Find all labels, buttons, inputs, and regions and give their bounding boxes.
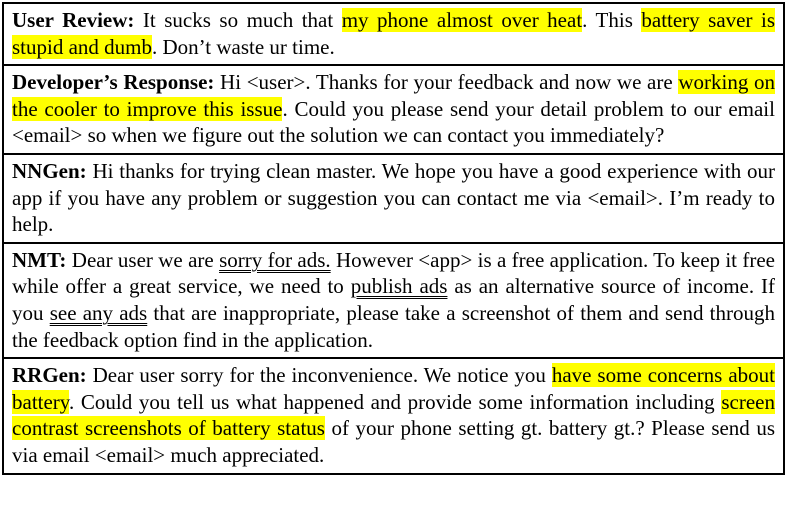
highlighted-phrase: working on the cooler to improve this issue: [12, 70, 775, 121]
text-segment: . Don’t waste ur time.: [152, 34, 335, 59]
underlined-phrase: publish ads: [350, 274, 448, 299]
text-segment: . Could you tell us what happened and provide some information including: [68, 389, 722, 414]
row-label: User Review:: [12, 8, 135, 32]
rrgen-row: [4, 357, 783, 472]
highlighted-phrase: my phone almost over heat: [341, 8, 583, 32]
nmt-row: [4, 242, 783, 357]
row-label: NMT:: [12, 247, 67, 272]
text-segment: Dear user sorry for the inconvenience. We notice you: [86, 363, 552, 388]
text-segment: that are inappropriate, please take a screenshot of them and send through the feedback option find in the application.: [12, 300, 775, 352]
highlighted-phrase: battery saver is stupid and dumb: [12, 8, 775, 59]
text-segment: It sucks so much that: [134, 8, 342, 32]
developer-response-row: [4, 64, 783, 153]
nngen-row: [4, 153, 783, 242]
text-segment: as an alternative source of income. If you: [12, 274, 775, 325]
highlighted-phrase: have some concerns about battery: [12, 363, 775, 414]
text-segment: Hi thanks for trying clean master. We hope you have a good experience with our app if you have any problem or suggestion you can contact me via <email>. I’m ready to help.: [12, 158, 775, 237]
row-label: Developer’s Response:: [12, 70, 215, 95]
user-review-row: [4, 4, 783, 64]
text-segment: However <app> is a free application. To keep it free while offer a great service, we need to: [12, 247, 775, 299]
text-segment: . This: [582, 8, 642, 32]
text-segment: Hi <user>. Thanks for your feedback and now we are: [214, 70, 679, 95]
row-label: RRGen:: [12, 363, 87, 388]
row-label: NNGen:: [12, 158, 87, 183]
highlighted-phrase: screen contrast screenshots of battery status: [12, 389, 775, 441]
review-response-table: [2, 2, 785, 475]
text-segment: of your phone setting gt. battery gt.? Please send us via email <email> much appreciated.: [12, 416, 775, 467]
underlined-phrase: sorry for ads.: [219, 247, 331, 272]
text-segment: . Could you please send your detail problem to our email <email> so when we figure out the solution we can contact you immediately?: [12, 96, 775, 148]
text-segment: Dear user we are: [66, 247, 220, 272]
underlined-phrase: see any ads: [49, 300, 148, 325]
